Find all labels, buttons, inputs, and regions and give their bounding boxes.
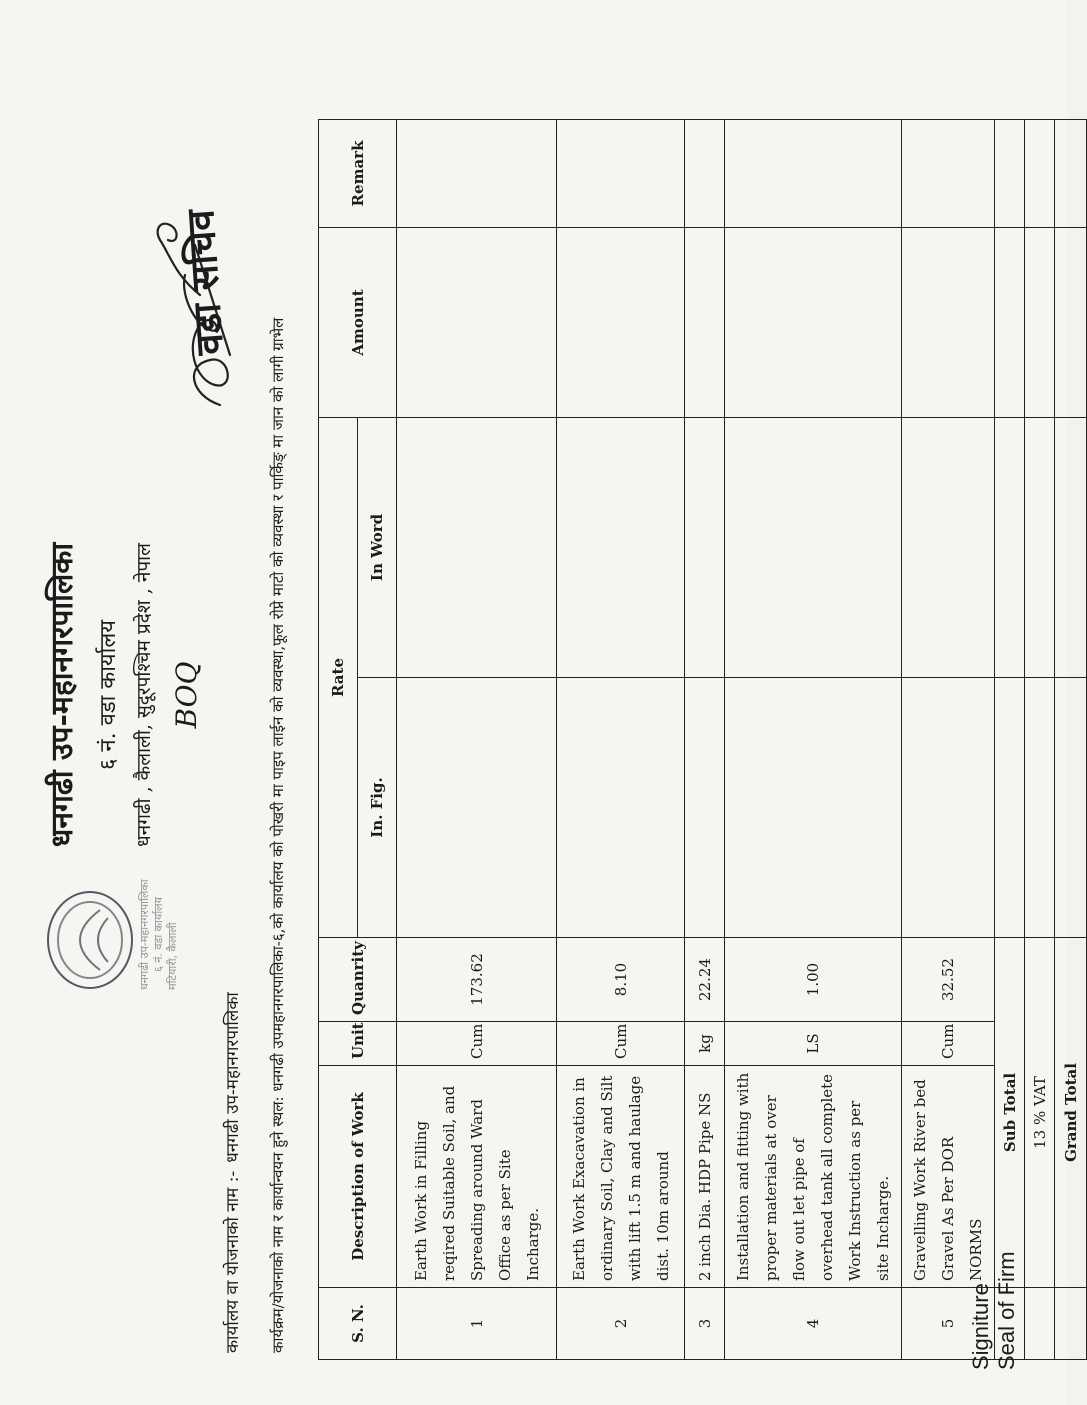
grand-total-amount (1055, 227, 1087, 417)
row-rate-in-word (397, 417, 557, 677)
row-description: Earth Work Exacavation in ordinary Soil, Clay and Silt with lift 1.5 m and haulage dist. 10m around (557, 1066, 685, 1288)
table-row (725, 119, 902, 1359)
ward-secretary-stamp: वडा सचिव (176, 208, 233, 357)
office-name-line (220, 992, 243, 1353)
project-description-line: कार्यक्रम/योजनाको नाम र कार्यान्वयन हुने स्थल: धनगढी उपमहानगरपालिका-६,को कार्यालय को पोखरी मा पाइप लाईन को व्यवस्था,फूल रोप्ने माटो को व्यवस्था र पार्किङ् मा जान को लागी ग्राभेल (269, 317, 287, 1353)
row-quantity: 22.24 (685, 938, 725, 1022)
svg-text:धनगढी उप-महानगरपालिका: धनगढी उप-महानगरपालिका (138, 879, 151, 990)
organization-name: धनगढी उप-महानगरपालिका (45, 542, 80, 848)
vat-rate-fig (1025, 678, 1055, 938)
header-unit: Unit (319, 1022, 397, 1066)
row-description: Gravelling Work River bed Gravel As Per DOR NORMS (902, 1066, 995, 1288)
header-rate: Rate (319, 417, 358, 937)
table-row (685, 119, 725, 1359)
grand-total-label: Grand Total (1055, 938, 1087, 1288)
office-address: धनगढी , कैलाली, सुदूरपश्चिम प्रदेश , नेपाल (133, 543, 155, 847)
svg-text:६ नं. वडा कार्यालय: ६ नं. वडा कार्यालय (152, 896, 165, 972)
header-rate-in-fig: In. Fig. (358, 678, 397, 938)
row-amount (397, 227, 557, 417)
row-remark (685, 119, 725, 227)
row-quantity: 1.00 (725, 938, 902, 1022)
header-rate-in-word: In Word (358, 417, 397, 677)
row-remark (902, 119, 995, 227)
row-remark (557, 119, 685, 227)
sub-total-rate-word (995, 417, 1025, 677)
row-sn: 1 (397, 1288, 557, 1360)
row-rate-in-word (685, 417, 725, 677)
row-sn: 4 (725, 1288, 902, 1360)
vat-spacer (1025, 1288, 1055, 1360)
row-quantity: 32.52 (902, 938, 995, 1022)
vat-amount (1025, 227, 1055, 417)
table-header-row (319, 119, 358, 1359)
row-sn: 3 (685, 1288, 725, 1360)
row-rate-in-word (902, 417, 995, 677)
row-sn: 2 (557, 1288, 685, 1360)
row-description: Earth Work in Filling reqired Suitable Soil, and Spreading around Ward Office as per Site Incharge. (397, 1066, 557, 1288)
row-rate-in-fig (685, 678, 725, 938)
office-name-value: धनगढी उप-महानगरपालिका (223, 992, 243, 1163)
header-description: Description of Work (319, 1066, 397, 1288)
vat-label: 13 % VAT (1025, 938, 1055, 1288)
row-unit: Cum (902, 1022, 995, 1066)
row-amount (902, 227, 995, 417)
row-quantity: 173.62 (397, 938, 557, 1022)
vat-row (1025, 119, 1055, 1359)
table-row (902, 119, 995, 1359)
row-quantity: 8.10 (557, 938, 685, 1022)
row-amount (725, 227, 902, 417)
row-rate-in-fig (397, 678, 557, 938)
sub-total-remark (995, 119, 1025, 227)
header-sn: S. N. (319, 1288, 397, 1360)
grand-total-rate-fig (1055, 678, 1087, 938)
vat-remark (1025, 119, 1055, 227)
header-quantity: Quanrity (319, 938, 397, 1022)
row-rate-in-fig (725, 678, 902, 938)
header-remark: Remark (319, 119, 397, 227)
sub-total-amount (995, 227, 1025, 417)
row-unit: Cum (397, 1022, 557, 1066)
vat-rate-word (1025, 417, 1055, 677)
svg-text:मटियारी, कैलाली: मटियारी, कैलाली (166, 922, 179, 990)
row-description: Installation and fitting with proper materials at over flow out let pipe of overhead tank all complete Work Instruction as per site Incharge. (725, 1066, 902, 1288)
header-amount: Amount (319, 227, 397, 417)
row-remark (397, 119, 557, 227)
grand-total-remark (1055, 119, 1087, 227)
row-unit: LS (725, 1022, 902, 1066)
boq-table (318, 119, 1087, 1360)
row-unit: kg (685, 1022, 725, 1066)
row-unit: Cum (557, 1022, 685, 1066)
row-remark (725, 119, 902, 227)
table-row (557, 119, 685, 1359)
row-amount (685, 227, 725, 417)
grand-total-row (1055, 119, 1087, 1359)
row-amount (557, 227, 685, 417)
sub-total-row (995, 119, 1025, 1359)
signature-label: Signiture (968, 1283, 993, 1370)
row-rate-in-fig (557, 678, 685, 938)
table-row (397, 119, 557, 1359)
row-description: 2 inch Dia. HDP Pipe NS (685, 1066, 725, 1288)
row-rate-in-fig (902, 678, 995, 938)
sub-total-label: Sub Total (995, 938, 1025, 1288)
ward-office-name: ६ नं. वडा कार्यालय (96, 619, 121, 771)
firm-signature-block (968, 1251, 1020, 1370)
grand-total-rate-word (1055, 417, 1087, 677)
row-rate-in-word (725, 417, 902, 677)
seal-of-firm-label: Seal of Firm (994, 1251, 1019, 1370)
row-rate-in-word (557, 417, 685, 677)
document-title: BOQ (170, 661, 203, 729)
row-sn: 5 (902, 1288, 995, 1360)
grand-total-spacer (1055, 1288, 1087, 1360)
office-name-label: कार्यालय वा योजनाको नाम :- (223, 1170, 243, 1353)
sub-total-rate-fig (995, 678, 1025, 938)
